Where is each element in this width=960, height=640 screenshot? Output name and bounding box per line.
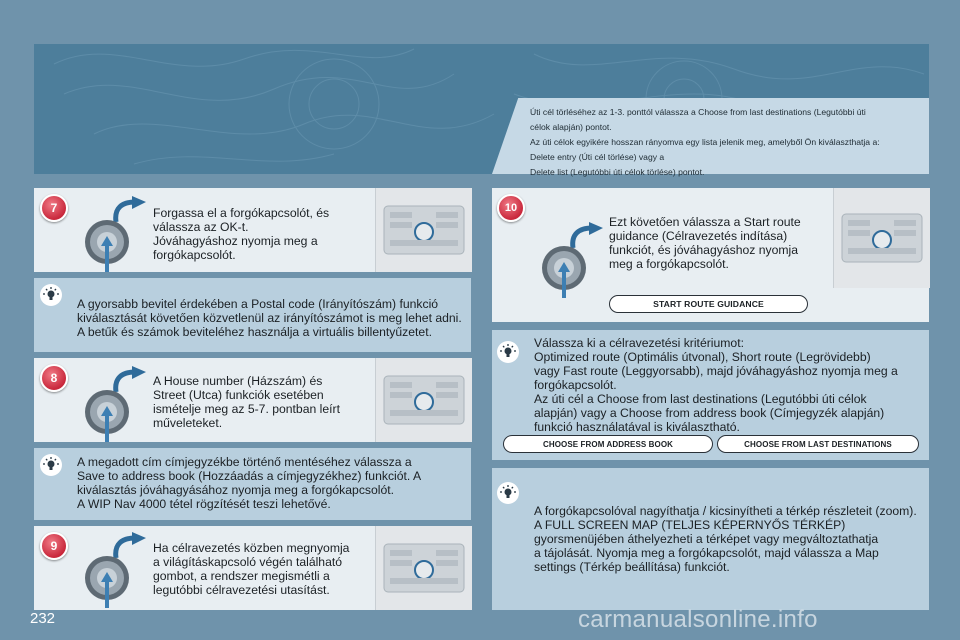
step-9-line: a világításkapcsoló végén található xyxy=(153,555,343,569)
rotary-knob-icon xyxy=(537,222,607,303)
step-9-text xyxy=(153,541,373,597)
tip-4-line: a tájolását. Nyomja meg a forgókapcsolót, majd válassza a Map xyxy=(534,546,879,560)
radio-console-icon xyxy=(375,358,472,442)
tip-2-text xyxy=(77,455,462,511)
tip-3-line: Az úti cél a Choose from last destinations (Legutóbbi úti célok xyxy=(534,392,867,406)
lightbulb-icon xyxy=(40,454,62,476)
radio-console-icon xyxy=(375,526,472,610)
header-note-line: Az úti célok egyikére hosszan rányomva egy lista jelenik meg, amelyből Ön kiválaszthatja a: xyxy=(530,137,880,147)
step-badge-icon: 7 xyxy=(40,194,68,222)
tip-3-line: Optimized route (Optimális útvonal), Short route (Legrövidebb) xyxy=(534,350,871,364)
tip-2-line: kiválasztás jóváhagyásához nyomja meg a forgókapcsolót. xyxy=(77,483,395,497)
radio-console-icon xyxy=(833,188,930,288)
header-note-line: Delete entry (Úti cél törlése) vagy a xyxy=(530,152,665,162)
step-10-line: Ezt követően válassza a Start route xyxy=(609,215,801,229)
choose-from-last-destinations-button[interactable]: CHOOSE FROM LAST DESTINATIONS xyxy=(717,435,919,453)
step-8-text xyxy=(153,374,373,430)
rotary-knob-icon xyxy=(80,532,150,613)
header-note-line: Delete list (Legutóbbi úti célok törlése) pontot. xyxy=(530,167,705,177)
choose-from-address-book-button[interactable]: CHOOSE FROM ADDRESS BOOK xyxy=(503,435,713,453)
tip-4-line: gyorsmenüjében áthelyezheti a térképet vagy megváltoztathatja xyxy=(534,532,879,546)
step-badge-icon: 10 xyxy=(497,194,525,222)
tip-2-line: A megadott cím címjegyzékbe történő mentéséhez válassza a xyxy=(77,455,412,469)
step-10-text xyxy=(609,215,829,271)
step-badge-icon: 9 xyxy=(40,532,68,560)
tip-1-line: A betűk és számok beviteléhez használja a virtuális billentyűzetet. xyxy=(77,325,432,339)
rotary-knob-icon xyxy=(80,196,150,277)
step-9-line: gombot, a rendszer megismétli a xyxy=(153,569,330,583)
tip-3-line: funkció használatával is kiválasztható. xyxy=(534,420,740,434)
step-8-line: A House number (Házszám) és xyxy=(153,374,323,388)
tip-4-text xyxy=(534,504,922,574)
step-7-line: Jóváhagyáshoz nyomja meg a xyxy=(153,234,318,248)
tip-1-text xyxy=(77,297,462,339)
step-10-line: guidance (Célravezetés indítása) xyxy=(609,229,788,243)
step-7-line: forgókapcsolót. xyxy=(153,248,236,262)
step-badge-icon: 8 xyxy=(40,364,68,392)
tip-3-line: Válassza ki a célravezetési kritériumot: xyxy=(534,336,744,350)
step-9-line: Ha célravezetés közben megnyomja xyxy=(153,541,350,555)
step-7-line: Forgassa el a forgókapcsolót, és xyxy=(153,206,330,220)
step-8-line: ismételje meg az 5-7. pontban leírt xyxy=(153,402,340,416)
tip-3-line: forgókapcsolót. xyxy=(534,378,617,392)
radio-console-icon xyxy=(375,188,472,272)
tip-3-line: alapján) vagy a Choose from address book (Címjegyzék alapján) xyxy=(534,406,885,420)
start-route-guidance-button[interactable]: START ROUTE GUIDANCE xyxy=(609,295,808,313)
tip-4-line: A FULL SCREEN MAP (TELJES KÉPERNYŐS TÉRKÉP) xyxy=(534,518,846,532)
tip-4-line: settings (Térkép beállítása) funkciót. xyxy=(534,560,730,574)
tip-3-line: vagy Fast route (Leggyorsabb), majd jóváhagyáshoz nyomja meg a xyxy=(534,364,898,378)
tip-3-text xyxy=(534,336,922,434)
step-8-line: műveleteket. xyxy=(153,416,223,430)
lightbulb-icon xyxy=(497,341,519,363)
tip-1-line: A gyorsabb bevitel érdekében a Postal code (Irányítószám) funkció xyxy=(77,297,439,311)
step-7-line: válassza az OK-t. xyxy=(153,220,249,234)
rotary-knob-icon xyxy=(80,366,150,447)
header-note-line: Úti cél törléséhez az 1-3. ponttól válassza a Choose from last destinations (Legutóbbi úti xyxy=(530,107,866,117)
page-number: 232 xyxy=(30,610,56,627)
tip-2-line: Save to address book (Hozzáadás a címjegyzékhez) funkciót. A xyxy=(77,469,422,483)
step-10-line: funkciót, és jóváhagyáshoz nyomja xyxy=(609,243,799,257)
watermark: carmanualsonline.info xyxy=(578,606,818,633)
tip-2-line: A WIP Nav 4000 tétel rögzítését teszi lehetővé. xyxy=(77,497,331,511)
tip-4-line: A forgókapcsolóval nagyíthatja / kicsinyítheti a térkép részleteit (zoom). xyxy=(534,504,917,518)
tip-1-line: kiválasztását követően közvetlenül az irányítószámot is meg lehet adni. xyxy=(77,311,462,325)
header-note-text xyxy=(530,105,925,180)
step-7-text xyxy=(153,206,373,262)
step-10-line: meg a forgókapcsolót. xyxy=(609,257,729,271)
step-9-line: legutóbbi célravezetési utasítást. xyxy=(153,583,330,597)
lightbulb-icon xyxy=(40,284,62,306)
lightbulb-icon xyxy=(497,482,519,504)
header-note-line: célok alapján) pontot. xyxy=(530,122,612,132)
step-8-line: Street (Utca) funkciók esetében xyxy=(153,388,324,402)
